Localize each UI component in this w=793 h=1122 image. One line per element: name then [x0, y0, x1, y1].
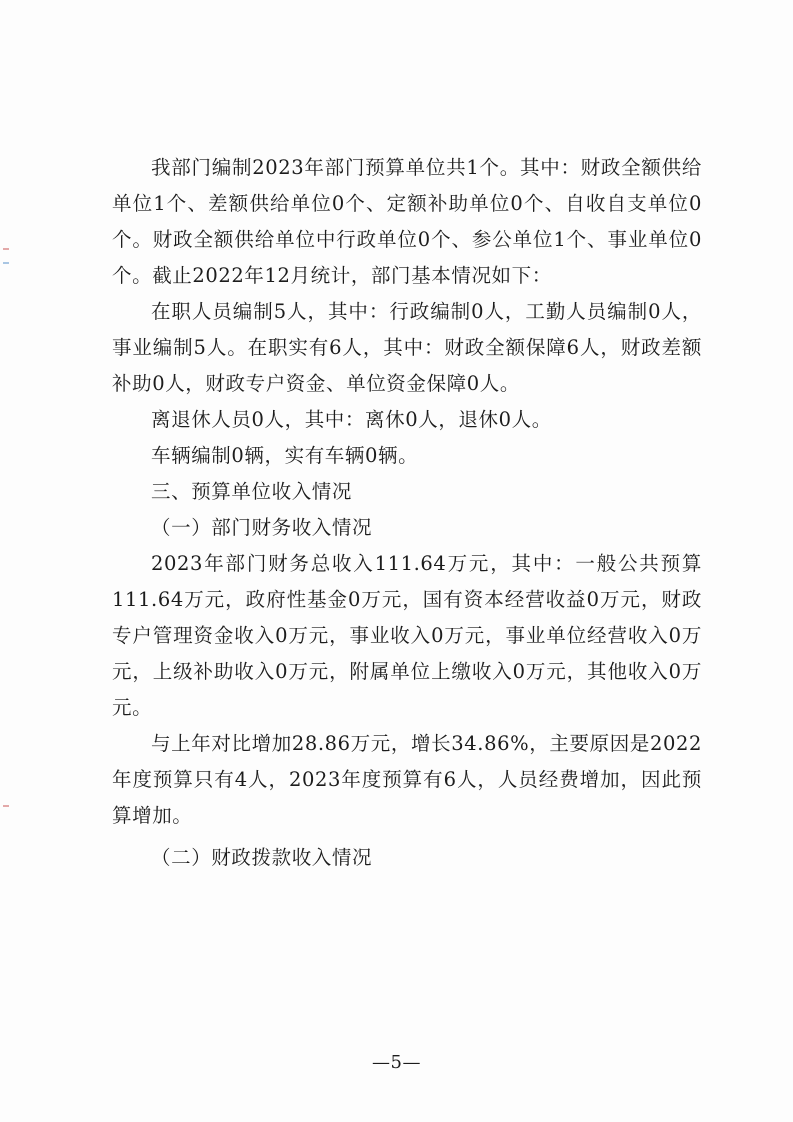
section-heading-income: 三、预算单位收入情况: [151, 480, 353, 503]
paragraph-vehicles: 车辆编制0辆，实有车辆0辆。: [151, 444, 419, 467]
subsection-heading-fiscal-income: （二）财政拨款收入情况: [151, 846, 373, 869]
scan-artifact: [3, 805, 9, 807]
scan-artifact: [3, 262, 9, 264]
document-body: [112, 150, 702, 876]
paragraph-total-income: 2023年部门财务总收入111.64万元，其中：一般公共预算111.64万元，政府性基金0万元，国有资本经营收益0万元，财政专户管理资金收入0万元，事业收入0万元，事业单位经营收入0万元，上级补助收入0万元，附属单位上缴收入0万元，其他收入0万元。: [112, 552, 702, 719]
scan-artifact: [3, 248, 9, 250]
paragraph-retirees: 离退休人员0人，其中：离休0人，退休0人。: [151, 408, 552, 431]
paragraph-unit-overview: 我部门编制2023年部门预算单位共1个。其中：财政全额供给单位1个、差额供给单位0个、定额补助单位0个、自收自支单位0个。财政全额供给单位中行政单位0个、参公单位1个、事业单位0个。截止2022年12月统计，部门基本情况如下：: [112, 156, 702, 287]
subsection-heading-dept-income: （一）部门财务收入情况: [151, 516, 373, 539]
paragraph-staffing: 在职人员编制5人，其中：行政编制0人，工勤人员编制0人，事业编制5人。在职实有6人，其中：财政全额保障6人，财政差额补助0人，财政专户资金、单位资金保障0人。: [112, 300, 702, 395]
page-number: —5—: [372, 1052, 421, 1073]
paragraph-income-comparison: 与上年对比增加28.86万元，增长34.86%，主要原因是2022年度预算只有4人，2023年度预算有6人，人员经费增加，因此预算增加。: [112, 732, 702, 827]
